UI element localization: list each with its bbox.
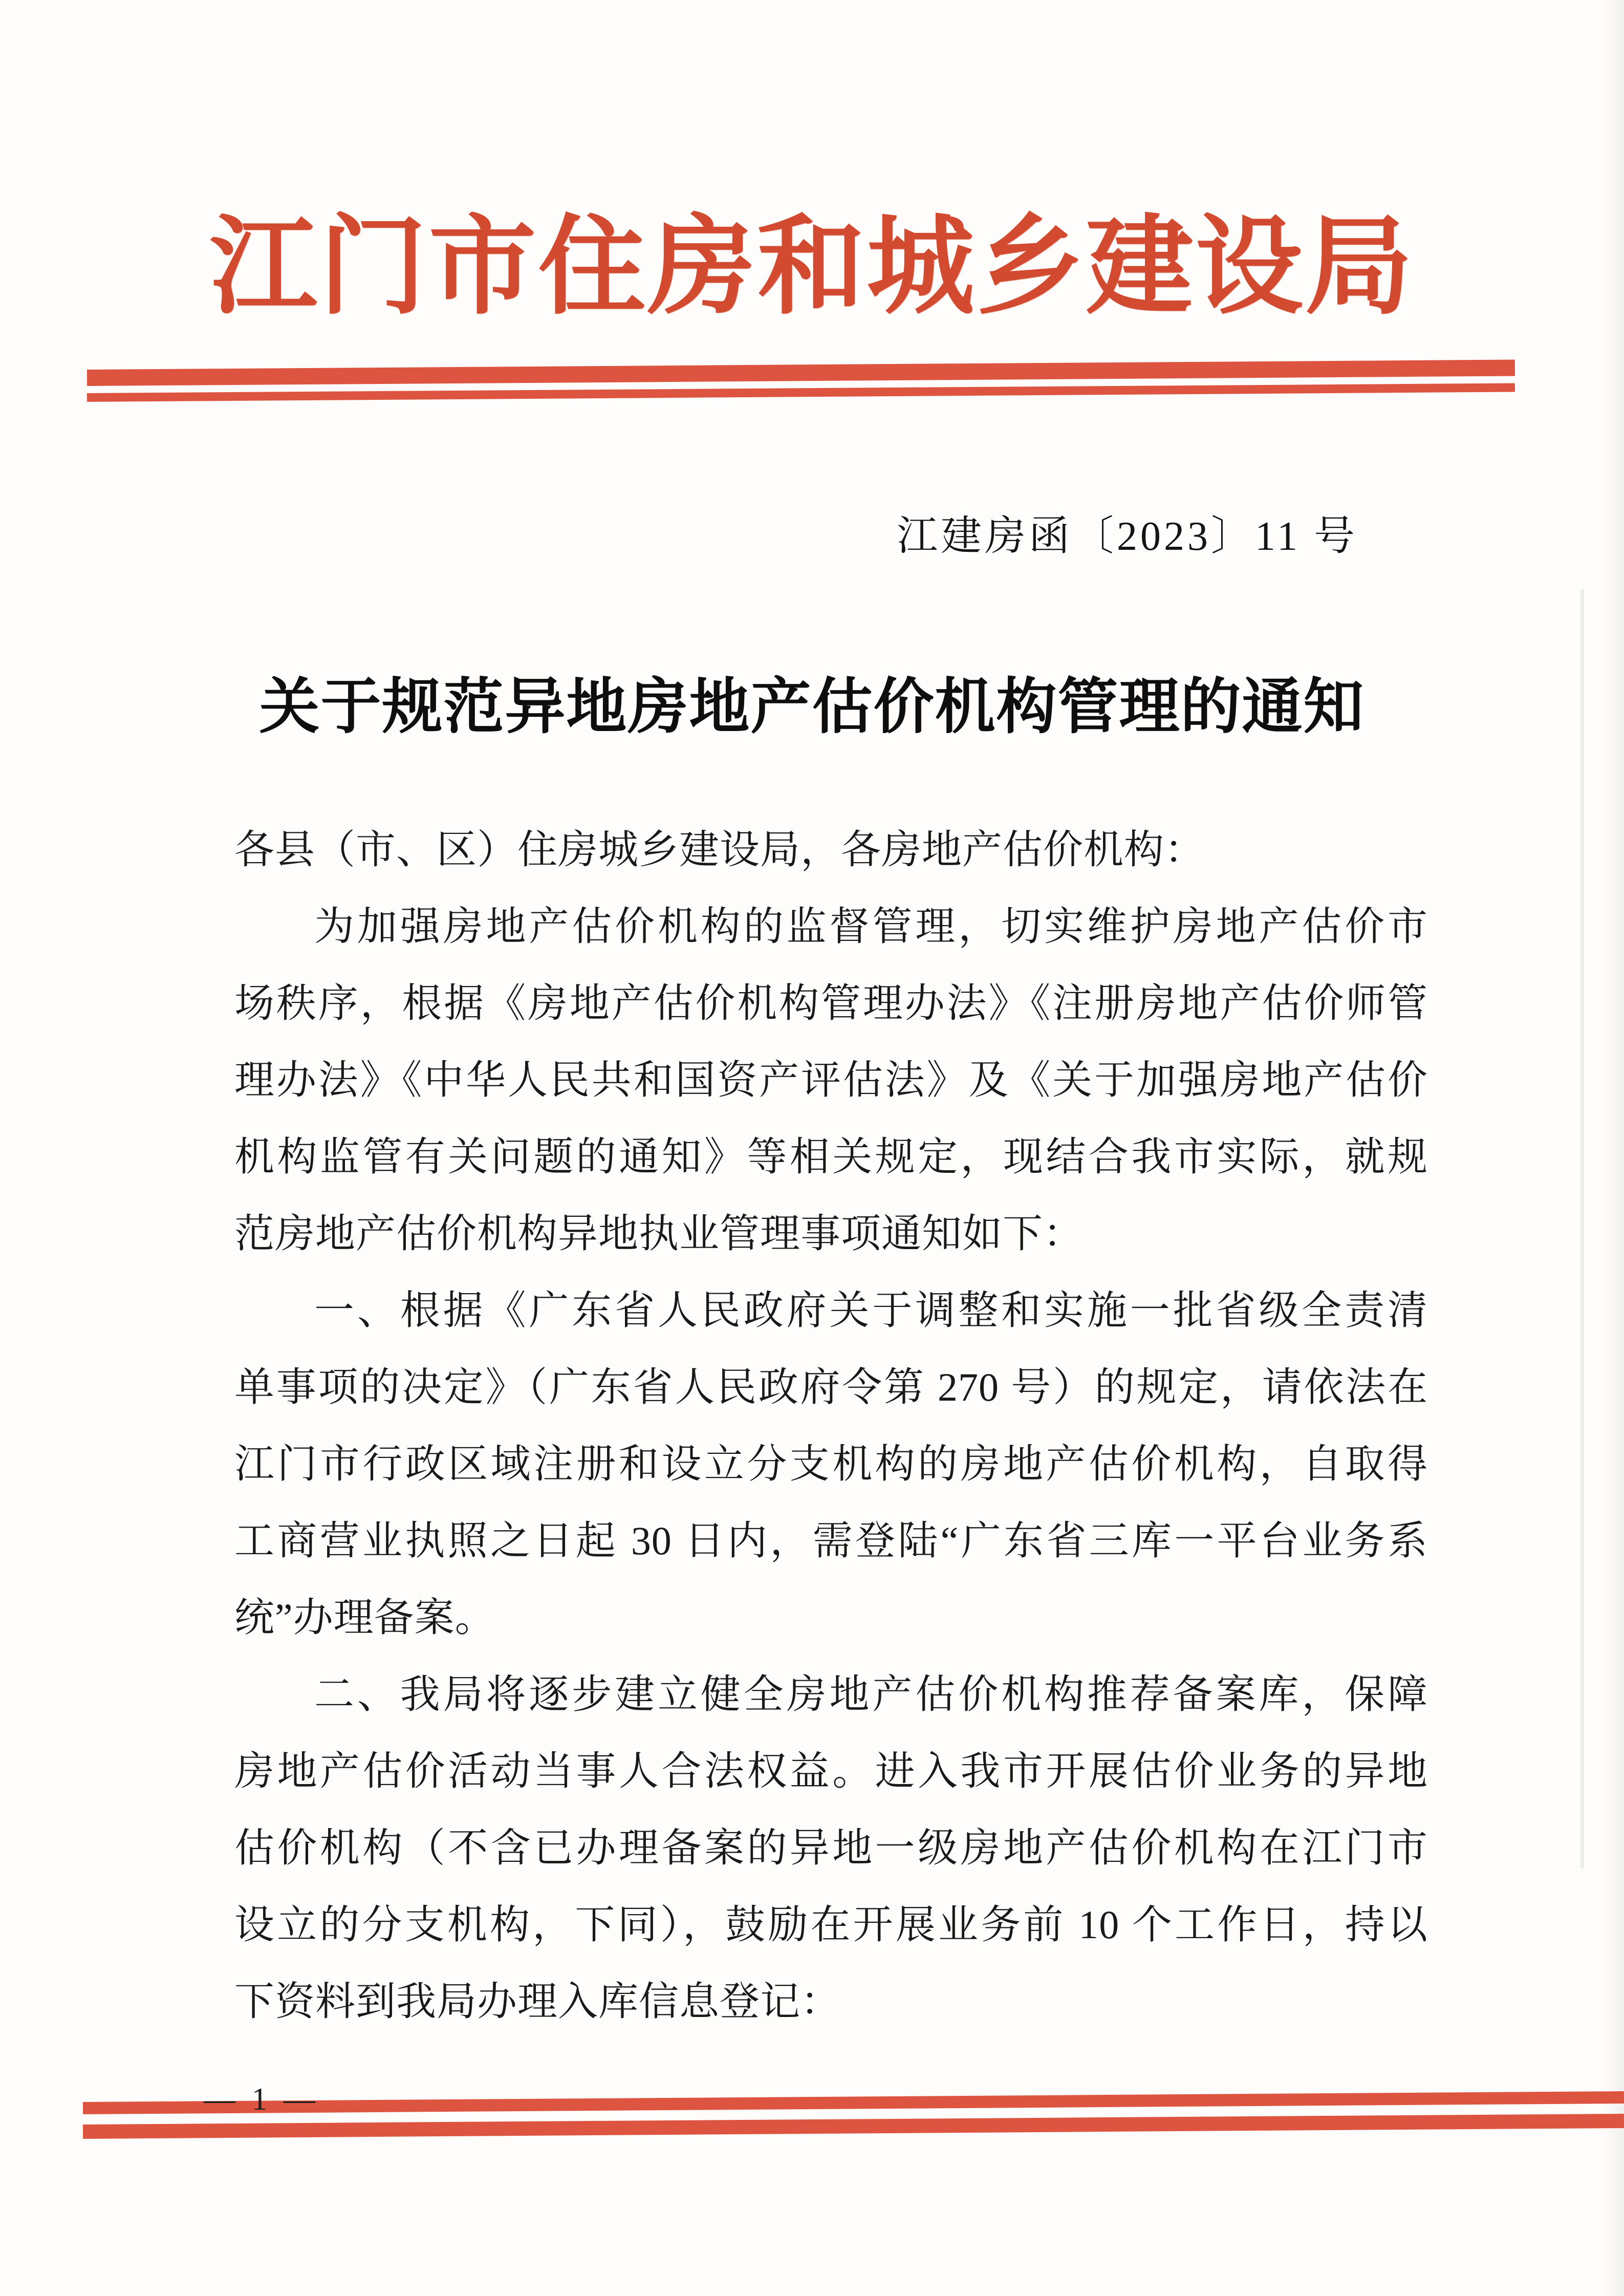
body-line: 一、根据《广东省人民政府关于调整和实施一批省级全责清 — [314, 1288, 1428, 1333]
document-number: 江建房函〔2023〕11 号 — [897, 514, 1358, 559]
agency-header-title: 江门市住房和城乡建设局 — [209, 208, 1415, 327]
body-line: 单事项的决定》（广东省人民政府令第 270 号）的规定，请依法在 — [234, 1365, 1428, 1409]
scan-artifact-streak — [1580, 589, 1584, 1869]
body-line: 二、我局将逐步建立健全房地产估价机构推荐备案库，保障 — [314, 1672, 1428, 1716]
body-line: 机构监管有关问题的通知》等相关规定，现结合我市实际，就规 — [234, 1134, 1428, 1179]
document-title: 关于规范异地房地产估价机构管理的通知 — [259, 674, 1365, 741]
body-line: 下资料到我局办理入库信息登记： — [234, 1979, 841, 2024]
scan-artifact-edge-shadow — [1604, 0, 1624, 2296]
body-line: 江门市行政区域注册和设立分支机构的房地产估价机构，自取得 — [234, 1442, 1428, 1486]
body-line: 设立的分支机构，下同），鼓励在开展业务前 10 个工作日，持以 — [234, 1902, 1428, 1947]
body-line: 房地产估价活动当事人合法权益。进入我市开展估价业务的异地 — [234, 1749, 1428, 1793]
body-line: 各县（市、区）住房城乡建设局，各房地产估价机构： — [234, 827, 1205, 872]
body-line: 统”办理备案。 — [234, 1595, 495, 1640]
header-separator-thin — [87, 383, 1515, 402]
header-separator-thick — [87, 360, 1515, 386]
footer-separator-bottom — [83, 2114, 1624, 2139]
document-body — [234, 811, 1428, 2040]
body-line: 理办法》《中华人民共和国资产评估法》及《关于加强房地产估价 — [234, 1058, 1428, 1102]
body-line: 为加强房地产估价机构的监督管理，切实维护房地产估价市 — [314, 904, 1428, 949]
body-line: 估价机构（不含已办理备案的异地一级房地产估价机构在江门市 — [234, 1826, 1428, 1870]
body-line: 场秩序，根据《房地产估价机构管理办法》《注册房地产估价师管 — [234, 981, 1428, 1025]
body-line: 范房地产估价机构异地执业管理事项通知如下： — [234, 1211, 1084, 1256]
body-line: 工商营业执照之日起 30 日内，需登陆“广东省三库一平台业务系 — [234, 1518, 1428, 1563]
page-number: — 1 — — [204, 2082, 319, 2117]
